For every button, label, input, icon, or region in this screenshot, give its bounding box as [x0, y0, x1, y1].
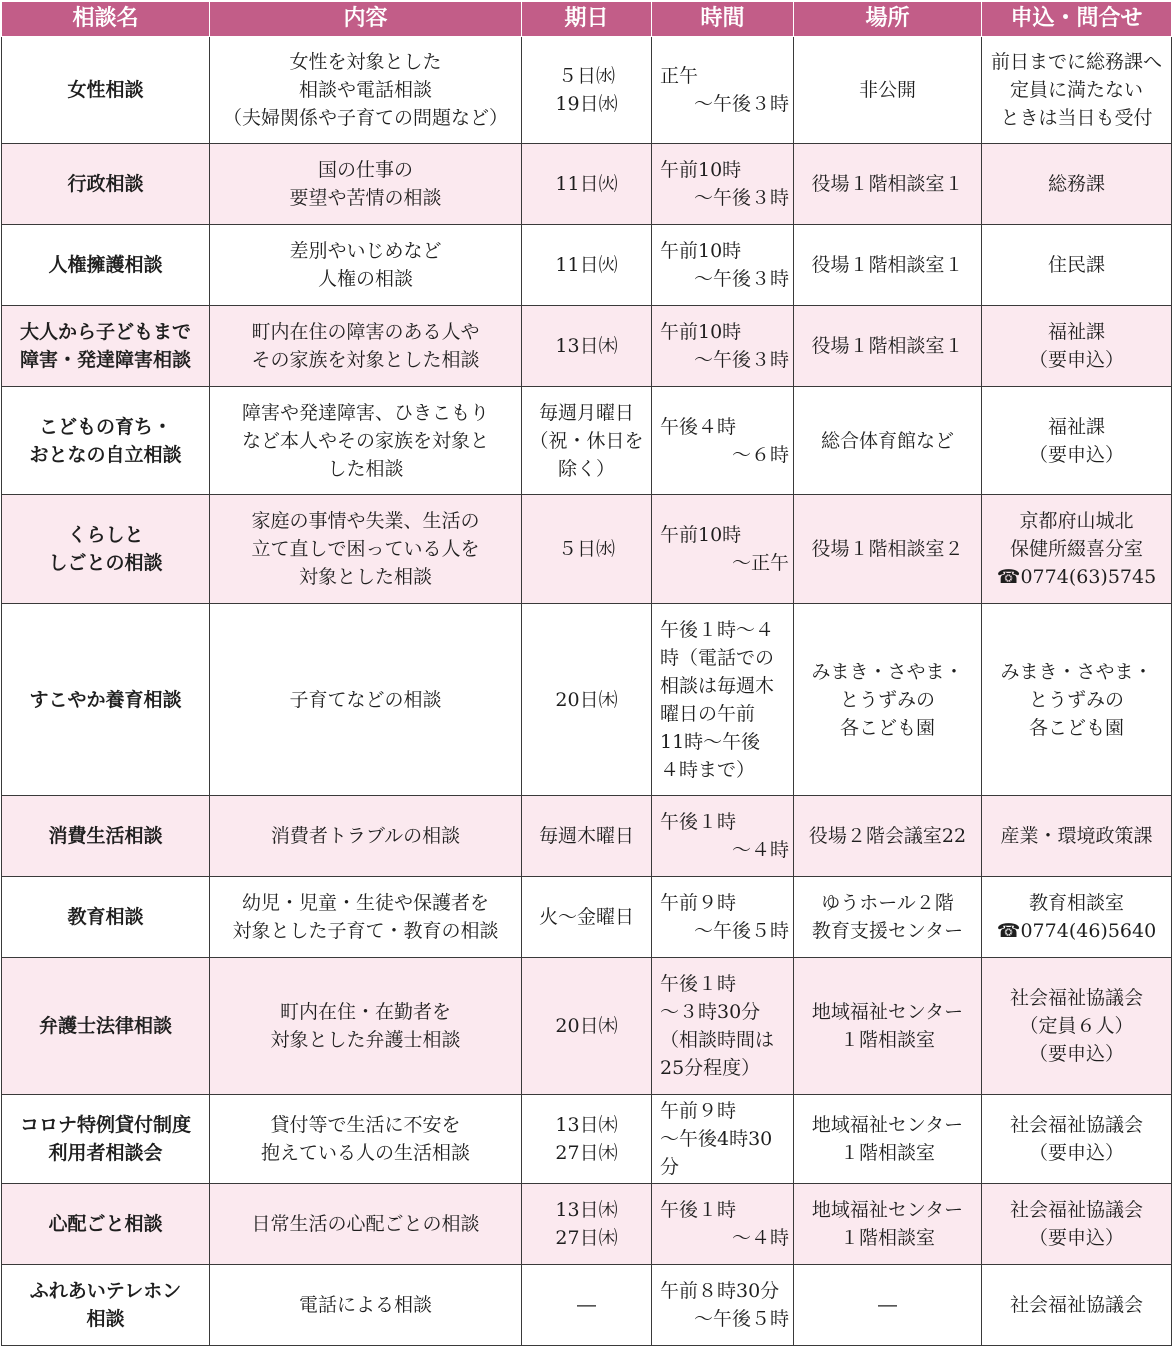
table-row: [2, 877, 1172, 958]
row-name: 心配ごと相談: [2, 1184, 210, 1265]
row-contact: 教育相談室 ☎0774(46)5640: [982, 877, 1172, 958]
row-place: 地域福祉センター １階相談室: [794, 958, 982, 1095]
time-start: 午前８時30分: [660, 1280, 780, 1302]
row-contact: 福祉課 （要申込）: [982, 387, 1172, 495]
row-name: くらしと しごとの相談: [2, 495, 210, 604]
row-time: [652, 495, 794, 604]
row-place: ゆうホール２階 教育支援センター: [794, 877, 982, 958]
row-place: 役場１階相談室１: [794, 225, 982, 306]
row-time: [652, 1184, 794, 1265]
table-row: [2, 144, 1172, 225]
row-place: 役場２階会議室22: [794, 796, 982, 877]
time-end: ～午後５時: [693, 1308, 789, 1330]
table-row: [2, 958, 1172, 1095]
row-contact: 前日までに総務課へ 定員に満たない ときは当日も受付: [982, 37, 1172, 144]
row-content: 家庭の事情や失業、生活の 立て直しで困っている人を 対象とした相談: [210, 495, 522, 604]
row-time: [652, 306, 794, 387]
header-date: 期日: [522, 2, 652, 37]
row-content: 貸付等で生活に不安を 抱えている人の生活相談: [210, 1095, 522, 1184]
row-time: [652, 225, 794, 306]
row-place: 役場１階相談室１: [794, 144, 982, 225]
row-place: 役場１階相談室１: [794, 306, 982, 387]
row-time: [652, 1265, 794, 1346]
row-date: 火～金曜日: [522, 877, 652, 958]
time-end: ～４時: [731, 1227, 789, 1249]
table-row: [2, 1184, 1172, 1265]
row-contact: 社会福祉協議会 （要申込）: [982, 1095, 1172, 1184]
row-place: ―: [794, 1265, 982, 1346]
header-time: 時間: [652, 2, 794, 37]
row-date: 11日㈫: [522, 144, 652, 225]
row-contact: 社会福祉協議会 （定員６人） （要申込）: [982, 958, 1172, 1095]
row-time: [652, 387, 794, 495]
row-place: 地域福祉センター １階相談室: [794, 1095, 982, 1184]
row-name: 教育相談: [2, 877, 210, 958]
time-start: 午前10時: [660, 321, 742, 343]
row-content: 女性を対象とした 相談や電話相談 （夫婦関係や子育ての問題など）: [210, 37, 522, 144]
row-content: 障害や発達障害、ひきこもり など本人やその家族を対象と した相談: [210, 387, 522, 495]
row-name: ふれあいテレホン 相談: [2, 1265, 210, 1346]
consultation-table: [1, 1, 1172, 1346]
time-end: ～６時: [731, 443, 789, 466]
row-place: 総合体育館など: [794, 387, 982, 495]
row-time: [652, 958, 794, 1095]
row-date: 13日㈭ 27日㈭: [522, 1095, 652, 1184]
table-row: [2, 225, 1172, 306]
time-end: ～午後３時: [693, 349, 789, 371]
row-name: コロナ特例貸付制度 利用者相談会: [2, 1095, 210, 1184]
time-start: 午前９時: [660, 892, 737, 914]
time-end: ～午後３時: [693, 93, 789, 115]
row-contact: 社会福祉協議会 （要申込）: [982, 1184, 1172, 1265]
row-place: 役場１階相談室２: [794, 495, 982, 604]
table-row: [2, 306, 1172, 387]
table-row: [2, 37, 1172, 144]
row-name: こどもの育ち・ おとなの自立相談: [2, 387, 210, 495]
row-content: 子育てなどの相談: [210, 604, 522, 796]
row-place: みまき・さやま・ とうずみの 各こども園: [794, 604, 982, 796]
row-date: 20日㈭: [522, 604, 652, 796]
row-time: [652, 796, 794, 877]
time-start: 午前10時: [660, 240, 742, 262]
row-time: [652, 877, 794, 958]
row-contact: 産業・環境政策課: [982, 796, 1172, 877]
row-date: 13日㈭ 27日㈭: [522, 1184, 652, 1265]
row-date: 毎週木曜日: [522, 796, 652, 877]
row-time: [652, 604, 794, 796]
row-time: [652, 1095, 794, 1184]
row-contact: みまき・さやま・ とうずみの 各こども園: [982, 604, 1172, 796]
time-start: 午前10時: [660, 524, 742, 546]
row-content: 消費者トラブルの相談: [210, 796, 522, 877]
time-start: 午後１時 ～３時30分 （相談時間は 25分程度）: [660, 973, 775, 1079]
row-content: 町内在住の障害のある人や その家族を対象とした相談: [210, 306, 522, 387]
time-start: 午前10時: [660, 159, 742, 181]
row-name: 大人から子どもまで 障害・発達障害相談: [2, 306, 210, 387]
table-row: [2, 495, 1172, 604]
row-content: 国の仕事の 要望や苦情の相談: [210, 144, 522, 225]
time-start: 午後１時: [660, 1199, 737, 1221]
row-content: 幼児・児童・生徒や保護者を 対象とした子育て・教育の相談: [210, 877, 522, 958]
row-date: 20日㈭: [522, 958, 652, 1095]
row-date: ―: [522, 1265, 652, 1346]
row-contact: 社会福祉協議会: [982, 1265, 1172, 1346]
row-contact: 福祉課 （要申込）: [982, 306, 1172, 387]
table-row: [2, 1095, 1172, 1184]
row-contact: 総務課: [982, 144, 1172, 225]
row-time: [652, 37, 794, 144]
time-start: 午後４時: [660, 415, 737, 438]
time-start: 午前９時 ～午後4時30分: [660, 1100, 773, 1178]
row-name: 行政相談: [2, 144, 210, 225]
time-start: 午後１時～４ 時（電話での 相談は毎週木 曜日の午前 11時～午後 ４時まで）: [660, 618, 775, 781]
header-content: 内容: [210, 2, 522, 37]
row-place: 地域福祉センター １階相談室: [794, 1184, 982, 1265]
row-date: ５日㈬ 19日㈬: [522, 37, 652, 144]
table-row: [2, 604, 1172, 796]
header-contact: 申込・問合せ: [982, 2, 1172, 37]
row-name: すこやか養育相談: [2, 604, 210, 796]
table-row: [2, 796, 1172, 877]
row-time: [652, 144, 794, 225]
row-date: 13日㈭: [522, 306, 652, 387]
table-row: [2, 387, 1172, 495]
row-name: 女性相談: [2, 37, 210, 144]
table-row: [2, 1265, 1172, 1346]
time-end: ～午後３時: [693, 187, 789, 209]
row-content: 差別やいじめなど 人権の相談: [210, 225, 522, 306]
row-content: 日常生活の心配ごとの相談: [210, 1184, 522, 1265]
row-contact: 京都府山城北 保健所綴喜分室 ☎0774(63)5745: [982, 495, 1172, 604]
row-place: 非公開: [794, 37, 982, 144]
time-end: ～４時: [731, 839, 789, 861]
time-end: ～午後３時: [693, 268, 789, 290]
row-name: 消費生活相談: [2, 796, 210, 877]
row-date: 11日㈫: [522, 225, 652, 306]
row-content: 町内在住・在勤者を 対象とした弁護士相談: [210, 958, 522, 1095]
header-place: 場所: [794, 2, 982, 37]
table-header-row: [2, 2, 1172, 37]
time-start: 正午: [660, 65, 699, 87]
time-end: ～正午: [731, 552, 789, 574]
time-end: ～午後５時: [693, 920, 789, 942]
row-name: 弁護士法律相談: [2, 958, 210, 1095]
row-content: 電話による相談: [210, 1265, 522, 1346]
header-name: 相談名: [2, 2, 210, 37]
row-date: ５日㈬: [522, 495, 652, 604]
row-date: 毎週月曜日 （祝・休日を 除く）: [522, 387, 652, 495]
row-contact: 住民課: [982, 225, 1172, 306]
time-start: 午後１時: [660, 811, 737, 833]
row-name: 人権擁護相談: [2, 225, 210, 306]
